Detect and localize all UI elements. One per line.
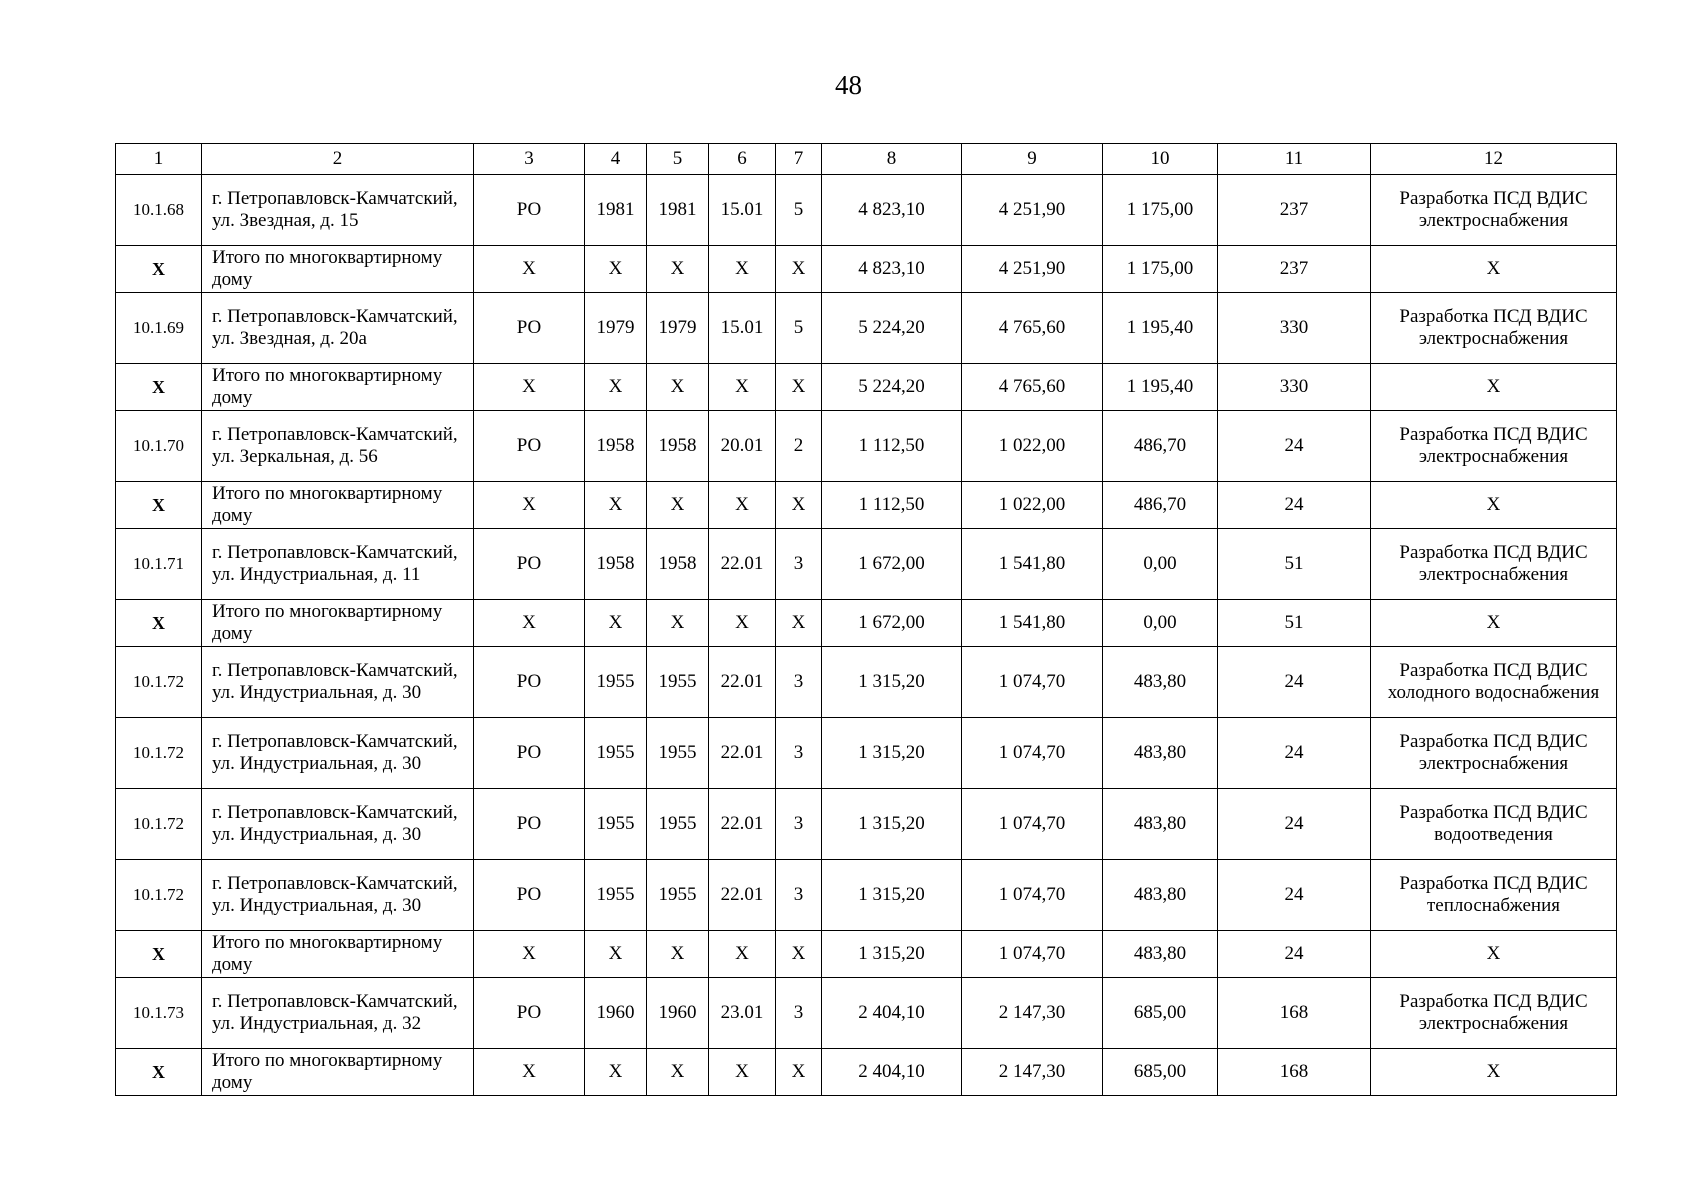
total-area-cell: 4 823,10 <box>822 175 962 246</box>
year-built-cell: 1960 <box>585 978 647 1049</box>
total-area-cell: 5 224,20 <box>822 293 962 364</box>
year-built-cell: 1955 <box>585 718 647 789</box>
nonliving-area-cell: 685,00 <box>1103 1049 1218 1096</box>
address-cell: г. Петропавловск-Камчатский, ул. Звездная, д. 15 <box>202 175 474 246</box>
table-row <box>116 293 1617 364</box>
floors-cell: 3 <box>776 647 822 718</box>
residents-cell: 168 <box>1218 1049 1371 1096</box>
total-row <box>116 931 1617 978</box>
owner-type-cell: РО <box>474 647 585 718</box>
living-area-cell: 1 074,70 <box>962 931 1103 978</box>
work-code-cell: Х <box>709 482 776 529</box>
work-code-cell: 22.01 <box>709 789 776 860</box>
work-type-cell: Разработка ПСД ВДИС электроснабжения <box>1371 411 1617 482</box>
work-type-cell: Х <box>1371 482 1617 529</box>
table-row <box>116 718 1617 789</box>
row-number-cell: Х <box>116 1049 202 1096</box>
address-cell: Итого по многоквартирному дому <box>202 1049 474 1096</box>
total-area-cell: 1 112,50 <box>822 482 962 529</box>
living-area-cell: 2 147,30 <box>962 978 1103 1049</box>
year-built-cell: 1958 <box>585 411 647 482</box>
floors-cell: 3 <box>776 860 822 931</box>
year-built-cell: Х <box>585 482 647 529</box>
address-cell: Итого по многоквартирному дому <box>202 482 474 529</box>
row-number-cell: 10.1.69 <box>116 293 202 364</box>
residents-cell: 330 <box>1218 364 1371 411</box>
floors-cell: 3 <box>776 529 822 600</box>
table-row <box>116 529 1617 600</box>
living-area-cell: 1 022,00 <box>962 482 1103 529</box>
year-commissioned-cell: Х <box>647 364 709 411</box>
year-built-cell: Х <box>585 364 647 411</box>
work-code-cell: 15.01 <box>709 175 776 246</box>
address-cell: г. Петропавловск-Камчатский, ул. Индустриальная, д. 11 <box>202 529 474 600</box>
residents-cell: 330 <box>1218 293 1371 364</box>
work-code-cell: Х <box>709 1049 776 1096</box>
address-cell: Итого по многоквартирному дому <box>202 246 474 293</box>
year-built-cell: Х <box>585 246 647 293</box>
row-number-cell: Х <box>116 364 202 411</box>
total-area-cell: 1 315,20 <box>822 718 962 789</box>
total-area-cell: 1 672,00 <box>822 529 962 600</box>
year-built-cell: 1979 <box>585 293 647 364</box>
year-built-cell: 1955 <box>585 860 647 931</box>
owner-type-cell: Х <box>474 246 585 293</box>
address-cell: г. Петропавловск-Камчатский, ул. Индустриальная, д. 30 <box>202 647 474 718</box>
row-number-cell: 10.1.73 <box>116 978 202 1049</box>
register-table <box>115 143 1617 1096</box>
floors-cell: 3 <box>776 789 822 860</box>
header-row <box>116 144 1617 175</box>
nonliving-area-cell: 483,80 <box>1103 789 1218 860</box>
floors-cell: 5 <box>776 293 822 364</box>
total-row <box>116 482 1617 529</box>
total-area-cell: 2 404,10 <box>822 1049 962 1096</box>
nonliving-area-cell: 1 175,00 <box>1103 175 1218 246</box>
living-area-cell: 4 765,60 <box>962 293 1103 364</box>
address-cell: г. Петропавловск-Камчатский, ул. Индустриальная, д. 30 <box>202 860 474 931</box>
work-type-cell: Разработка ПСД ВДИС электроснабжения <box>1371 175 1617 246</box>
total-area-cell: 4 823,10 <box>822 246 962 293</box>
work-type-cell: Разработка ПСД ВДИС электроснабжения <box>1371 529 1617 600</box>
table-row <box>116 647 1617 718</box>
row-number-cell: 10.1.71 <box>116 529 202 600</box>
table-row <box>116 978 1617 1049</box>
row-number-cell: Х <box>116 246 202 293</box>
owner-type-cell: Х <box>474 931 585 978</box>
address-cell: Итого по многоквартирному дому <box>202 931 474 978</box>
nonliving-area-cell: 483,80 <box>1103 931 1218 978</box>
year-commissioned-cell: 1955 <box>647 789 709 860</box>
row-number-cell: 10.1.72 <box>116 647 202 718</box>
header-cell-7: 7 <box>776 144 822 175</box>
row-number-cell: Х <box>116 600 202 647</box>
living-area-cell: 1 074,70 <box>962 718 1103 789</box>
year-commissioned-cell: 1955 <box>647 860 709 931</box>
work-type-cell: Разработка ПСД ВДИС электроснабжения <box>1371 718 1617 789</box>
total-area-cell: 1 315,20 <box>822 789 962 860</box>
address-cell: г. Петропавловск-Камчатский, ул. Индустриальная, д. 32 <box>202 978 474 1049</box>
total-row <box>116 1049 1617 1096</box>
year-commissioned-cell: Х <box>647 1049 709 1096</box>
header-cell-12: 12 <box>1371 144 1617 175</box>
nonliving-area-cell: 0,00 <box>1103 600 1218 647</box>
residents-cell: 51 <box>1218 529 1371 600</box>
work-type-cell: Разработка ПСД ВДИС водоотведения <box>1371 789 1617 860</box>
floors-cell: Х <box>776 364 822 411</box>
year-commissioned-cell: 1958 <box>647 529 709 600</box>
address-cell: г. Петропавловск-Камчатский, ул. Звездная, д. 20а <box>202 293 474 364</box>
living-area-cell: 4 251,90 <box>962 246 1103 293</box>
header-cell-9: 9 <box>962 144 1103 175</box>
total-area-cell: 1 672,00 <box>822 600 962 647</box>
year-commissioned-cell: 1958 <box>647 411 709 482</box>
header-cell-3: 3 <box>474 144 585 175</box>
owner-type-cell: Х <box>474 364 585 411</box>
row-number-cell: Х <box>116 931 202 978</box>
table-body <box>116 144 1617 1096</box>
residents-cell: 24 <box>1218 860 1371 931</box>
nonliving-area-cell: 685,00 <box>1103 978 1218 1049</box>
work-code-cell: 22.01 <box>709 718 776 789</box>
address-cell: г. Петропавловск-Камчатский, ул. Индустриальная, д. 30 <box>202 789 474 860</box>
work-type-cell: Разработка ПСД ВДИС холодного водоснабжения <box>1371 647 1617 718</box>
total-area-cell: 1 315,20 <box>822 860 962 931</box>
living-area-cell: 1 541,80 <box>962 529 1103 600</box>
living-area-cell: 2 147,30 <box>962 1049 1103 1096</box>
total-row <box>116 364 1617 411</box>
residents-cell: 24 <box>1218 482 1371 529</box>
work-code-cell: Х <box>709 246 776 293</box>
floors-cell: Х <box>776 246 822 293</box>
work-type-cell: Х <box>1371 1049 1617 1096</box>
residents-cell: 237 <box>1218 175 1371 246</box>
header-cell-4: 4 <box>585 144 647 175</box>
work-code-cell: Х <box>709 600 776 647</box>
floors-cell: 3 <box>776 718 822 789</box>
work-type-cell: Х <box>1371 600 1617 647</box>
owner-type-cell: РО <box>474 789 585 860</box>
floors-cell: Х <box>776 600 822 647</box>
year-commissioned-cell: 1981 <box>647 175 709 246</box>
header-cell-2: 2 <box>202 144 474 175</box>
address-cell: Итого по многоквартирному дому <box>202 364 474 411</box>
residents-cell: 24 <box>1218 647 1371 718</box>
year-built-cell: 1955 <box>585 789 647 860</box>
floors-cell: Х <box>776 482 822 529</box>
living-area-cell: 1 074,70 <box>962 860 1103 931</box>
living-area-cell: 1 074,70 <box>962 789 1103 860</box>
year-built-cell: Х <box>585 600 647 647</box>
year-built-cell: 1958 <box>585 529 647 600</box>
floors-cell: 3 <box>776 978 822 1049</box>
work-type-cell: Х <box>1371 364 1617 411</box>
living-area-cell: 1 074,70 <box>962 647 1103 718</box>
row-number-cell: 10.1.72 <box>116 860 202 931</box>
address-cell: г. Петропавловск-Камчатский, ул. Зеркальная, д. 56 <box>202 411 474 482</box>
row-number-cell: 10.1.72 <box>116 718 202 789</box>
residents-cell: 237 <box>1218 246 1371 293</box>
row-number-cell: Х <box>116 482 202 529</box>
year-built-cell: 1981 <box>585 175 647 246</box>
work-type-cell: Х <box>1371 246 1617 293</box>
living-area-cell: 4 251,90 <box>962 175 1103 246</box>
table-row <box>116 860 1617 931</box>
work-code-cell: 20.01 <box>709 411 776 482</box>
year-commissioned-cell: Х <box>647 246 709 293</box>
work-code-cell: 22.01 <box>709 529 776 600</box>
nonliving-area-cell: 1 175,00 <box>1103 246 1218 293</box>
floors-cell: Х <box>776 931 822 978</box>
year-built-cell: Х <box>585 1049 647 1096</box>
total-area-cell: 5 224,20 <box>822 364 962 411</box>
work-code-cell: 22.01 <box>709 647 776 718</box>
header-cell-5: 5 <box>647 144 709 175</box>
owner-type-cell: РО <box>474 411 585 482</box>
residents-cell: 24 <box>1218 411 1371 482</box>
year-commissioned-cell: Х <box>647 482 709 529</box>
living-area-cell: 4 765,60 <box>962 364 1103 411</box>
year-commissioned-cell: 1979 <box>647 293 709 364</box>
owner-type-cell: РО <box>474 529 585 600</box>
work-type-cell: Разработка ПСД ВДИС электроснабжения <box>1371 293 1617 364</box>
row-number-cell: 10.1.68 <box>116 175 202 246</box>
year-commissioned-cell: Х <box>647 600 709 647</box>
nonliving-area-cell: 483,80 <box>1103 718 1218 789</box>
table-row <box>116 411 1617 482</box>
work-code-cell: 23.01 <box>709 978 776 1049</box>
work-type-cell: Х <box>1371 931 1617 978</box>
header-cell-11: 11 <box>1218 144 1371 175</box>
owner-type-cell: РО <box>474 293 585 364</box>
year-built-cell: Х <box>585 931 647 978</box>
residents-cell: 24 <box>1218 931 1371 978</box>
owner-type-cell: Х <box>474 482 585 529</box>
owner-type-cell: РО <box>474 860 585 931</box>
floors-cell: 5 <box>776 175 822 246</box>
owner-type-cell: Х <box>474 600 585 647</box>
nonliving-area-cell: 0,00 <box>1103 529 1218 600</box>
header-cell-1: 1 <box>116 144 202 175</box>
owner-type-cell: РО <box>474 978 585 1049</box>
owner-type-cell: РО <box>474 718 585 789</box>
nonliving-area-cell: 483,80 <box>1103 860 1218 931</box>
work-code-cell: 15.01 <box>709 293 776 364</box>
owner-type-cell: Х <box>474 1049 585 1096</box>
nonliving-area-cell: 486,70 <box>1103 411 1218 482</box>
living-area-cell: 1 541,80 <box>962 600 1103 647</box>
total-area-cell: 2 404,10 <box>822 978 962 1049</box>
header-cell-6: 6 <box>709 144 776 175</box>
header-cell-10: 10 <box>1103 144 1218 175</box>
year-commissioned-cell: 1955 <box>647 647 709 718</box>
work-type-cell: Разработка ПСД ВДИС теплоснабжения <box>1371 860 1617 931</box>
nonliving-area-cell: 483,80 <box>1103 647 1218 718</box>
living-area-cell: 1 022,00 <box>962 411 1103 482</box>
year-commissioned-cell: 1960 <box>647 978 709 1049</box>
work-code-cell: Х <box>709 931 776 978</box>
work-code-cell: 22.01 <box>709 860 776 931</box>
floors-cell: Х <box>776 1049 822 1096</box>
total-row <box>116 246 1617 293</box>
address-cell: г. Петропавловск-Камчатский, ул. Индустриальная, д. 30 <box>202 718 474 789</box>
page-number: 48 <box>835 70 862 100</box>
total-area-cell: 1 315,20 <box>822 647 962 718</box>
nonliving-area-cell: 1 195,40 <box>1103 293 1218 364</box>
nonliving-area-cell: 1 195,40 <box>1103 364 1218 411</box>
residents-cell: 24 <box>1218 718 1371 789</box>
total-row <box>116 600 1617 647</box>
row-number-cell: 10.1.72 <box>116 789 202 860</box>
work-code-cell: Х <box>709 364 776 411</box>
total-area-cell: 1 112,50 <box>822 411 962 482</box>
residents-cell: 168 <box>1218 978 1371 1049</box>
owner-type-cell: РО <box>474 175 585 246</box>
residents-cell: 24 <box>1218 789 1371 860</box>
year-commissioned-cell: Х <box>647 931 709 978</box>
floors-cell: 2 <box>776 411 822 482</box>
nonliving-area-cell: 486,70 <box>1103 482 1218 529</box>
table-row <box>116 175 1617 246</box>
residents-cell: 51 <box>1218 600 1371 647</box>
row-number-cell: 10.1.70 <box>116 411 202 482</box>
total-area-cell: 1 315,20 <box>822 931 962 978</box>
year-commissioned-cell: 1955 <box>647 718 709 789</box>
header-cell-8: 8 <box>822 144 962 175</box>
table-row <box>116 789 1617 860</box>
year-built-cell: 1955 <box>585 647 647 718</box>
address-cell: Итого по многоквартирному дому <box>202 600 474 647</box>
work-type-cell: Разработка ПСД ВДИС электроснабжения <box>1371 978 1617 1049</box>
